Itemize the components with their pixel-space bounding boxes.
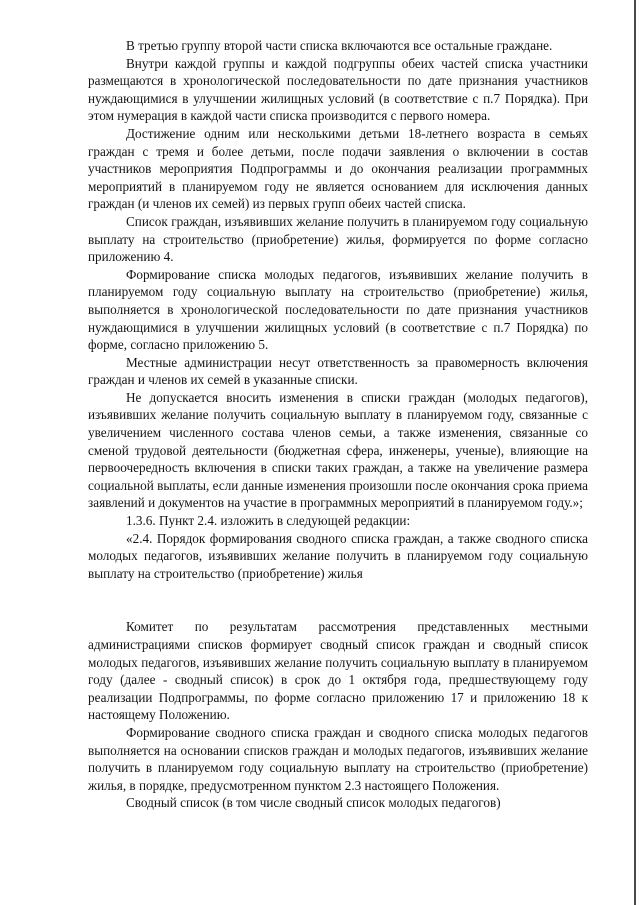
document-body xyxy=(88,37,588,812)
paragraph-administration-responsibility: Местные администрации несут ответственность за правомерность включения граждан и членов их семей в указанные списки. xyxy=(88,354,588,388)
paragraph-committee-review: Комитет по результатам рассмотрения представленных местными администрациями списков формирует сводный список граждан и сводный список молодых педагогов, изъявивших желание получить социальную выплату в планируемом году (далее - сводный список) в срок до 1 октября года, предшествующему году реализации Подпрограммы, по форме согласно приложению 17 и приложению 18 к настоящему Положению. xyxy=(88,619,588,723)
paragraph-children-age: Достижение одним или несколькими детьми 18-летнего возраста в семьях граждан с тремя и более детьми, после подачи заявления о включении в состав участников мероприятия Подпрограммы и до окончания реализации программных мероприятий в планируемом году не является основанием для исключения данных граждан (и членов их семей) из первых групп обеих частей списка. xyxy=(88,125,588,212)
paragraph-consolidated-list: Сводный список (в том числе сводный список молодых педагогов) xyxy=(126,795,501,811)
paragraph-consolidated-formation: Формирование сводного списка граждан и сводного списка молодых педагогов выполняется на основании списков граждан и молодых педагогов, изъявивших желание получить в планируемом году социальную выплату на строительство (приобретение) жилья, в порядке, предусмотренном пунктом 2.3 настоящего Положения. xyxy=(88,724,588,793)
paragraph-section-2-4-heading: «2.4. Порядок формирования сводного списка граждан, а также сводного списка молодых педагогов, изъявивших желание получить в планируемом году социальную выплату на строительство (приобретение) жилья xyxy=(88,530,588,581)
paragraph-item-1-3-6: 1.3.6. Пункт 2.4. изложить в следующей редакции: xyxy=(126,513,411,529)
paragraph-third-group: В третью группу второй части списка включаются все остальные граждане. xyxy=(126,38,553,53)
blank-gap xyxy=(88,582,588,618)
paragraph-chronological-order: Внутри каждой группы и каждой подгруппы обеих частей списка участники размещаются в хронологической последовательности по дате признания участников нуждающимися в улучшении жилищных условий (в соответствие с п.7 Порядка). При этом нумерация в каждой части списка производится с первого номера. xyxy=(88,55,588,124)
paragraph-citizens-list: Список граждан, изъявивших желание получить в планируемом году социальную выплату на строительство (приобретение) жилья, формируется по форме согласно приложению 4. xyxy=(88,213,588,265)
scan-edge-shadow xyxy=(634,0,636,905)
paragraph-teachers-list: Формирование списка молодых педагогов, изъявивших желание получить в планируемом году социальную выплату на строительство (приобретение) жилья, выполняется в хронологической последовательности по дате признания участников нуждающимися в улучшении жилищных условий (в соответствие с п.7 Порядка) по форме, согласно приложению 5. xyxy=(88,266,588,353)
paragraph-no-changes: Не допускается вносить изменения в списки граждан (молодых педагогов), изъявивших желание получить социальную выплату в планируемом году, связанные с увеличением численного состава членов семьи, а также изменения, связанные со сменой трудовой деятельности (бюджетная сфера, инженеры, ученые), влияющие на первоочередность включения в списки таких граждан, а также на увеличение размера социальной выплаты, если данные изменения произошли после окончания срока приема заявлений и документов на участие в программных мероприятий в планируемом году.»; xyxy=(88,389,588,511)
